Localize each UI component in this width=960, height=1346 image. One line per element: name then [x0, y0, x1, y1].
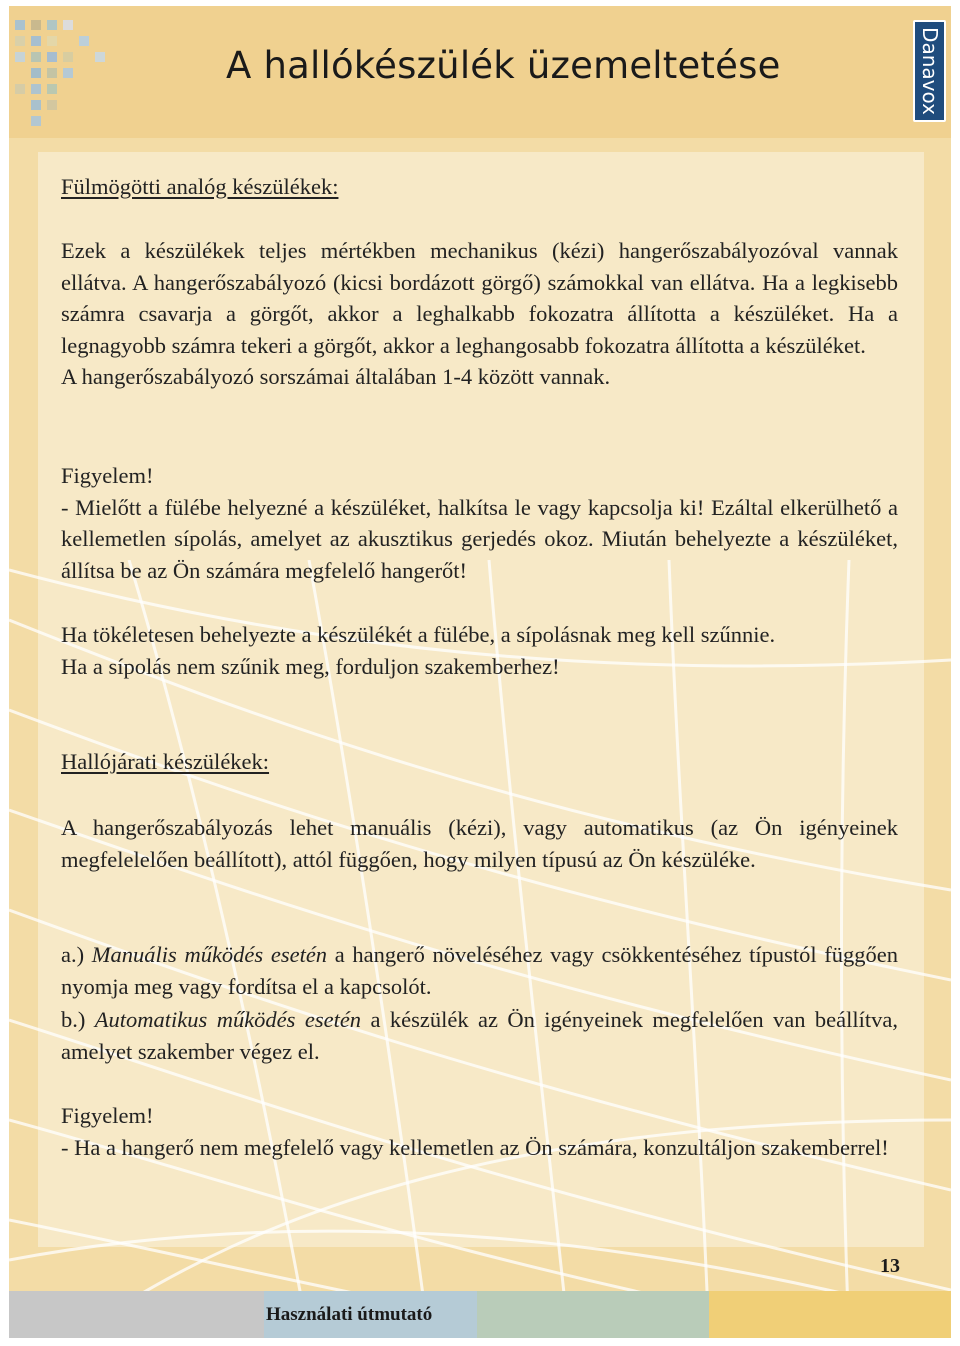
- emphasis: Manuális működés esetén: [91, 942, 328, 967]
- warning-text: - Ha a hangerő nem megfelelő vagy kellemetlen az Ön számára, konzultáljon szakemberrel!: [61, 1134, 889, 1160]
- list-text: a készülék az Ön igényeinek megfelelően van beállítva, amelyet szakember végez el.: [61, 1007, 899, 1064]
- warning-text: - Mielőtt a fülébe helyezné a készüléket, halkítsa le vagy kapcsolja ki! Ezáltal elkerülhető a kellemetlen sípolás, amelyet az akusztikus gerjedés okoz. Miután behelyezte a készüléket, állítsa be az Ön számára megfelelő hangerőt!: [61, 494, 898, 583]
- section-heading: Fülmögötti analóg készülékek:: [61, 174, 339, 199]
- closing-line: Ha tökéletesen behelyezte a készülékét a fülébe, a sípolásnak meg kell szűnnie.: [61, 622, 776, 647]
- footer-strip-grey: [9, 1291, 264, 1338]
- section2-intro: A hangerőszabályozás lehet manuális (kézi), vagy automatikus (az Ön igényeinek megfelelelően beállított), attól függően, hogy milyen típusú az Ön készüléke.: [61, 815, 898, 872]
- warning-block: [61, 460, 898, 586]
- warning-block: [61, 1100, 898, 1163]
- footer-strip-green: [477, 1291, 709, 1338]
- footer-strip-yellow: [709, 1291, 951, 1338]
- list-marker: a.): [61, 942, 85, 967]
- warning-title: Figyelem!: [61, 463, 154, 488]
- closing-block: [61, 619, 898, 682]
- emphasis: Automatikus működés esetén: [94, 1007, 362, 1032]
- brand-logo: [913, 20, 946, 122]
- brand-logo-text: Danavox: [917, 27, 942, 115]
- list-item: [61, 939, 898, 1002]
- section1-paragraph: Ezek a készülékek teljes mértékben mechanikus (kézi) hangerőszabályozóval vannak ellátva. A hangerőszabályozó (kicsi bordázott görgő) számokkal van ellátva. Ha a legkisebb számra csavarja a görgőt, akkor a leghalkabb fokozatra állította a készüléket. Ha a legnagyobb számra tekeri a görgőt, akkor a leghangosabb fokozatra állította a készüléket. A hangerőszabályozó sorszámai általában 1-4 között vannak.: [61, 235, 898, 393]
- closing-line: Ha a sípolás nem szűnik meg, forduljon szakemberhez!: [61, 653, 560, 679]
- decorative-mosaic: [9, 14, 109, 134]
- warning-title: Figyelem!: [61, 1103, 154, 1128]
- list-marker: b.): [61, 1007, 86, 1032]
- list-text: a hangerő növeléséhez vagy csökkentéséhez típustól függően nyomja meg vagy fordítsa el a kapcsolót.: [61, 942, 899, 999]
- page-number: 13: [880, 1255, 900, 1277]
- section-heading: Hallójárati készülékek:: [61, 749, 270, 774]
- list-item: [61, 1004, 898, 1067]
- footer-label: Használati útmutató: [266, 1304, 433, 1325]
- range-note: A hangerőszabályozó sorszámai általában 1-4 között vannak.: [61, 364, 611, 390]
- page-title: A hallókészülék üzemeltetése: [226, 44, 781, 87]
